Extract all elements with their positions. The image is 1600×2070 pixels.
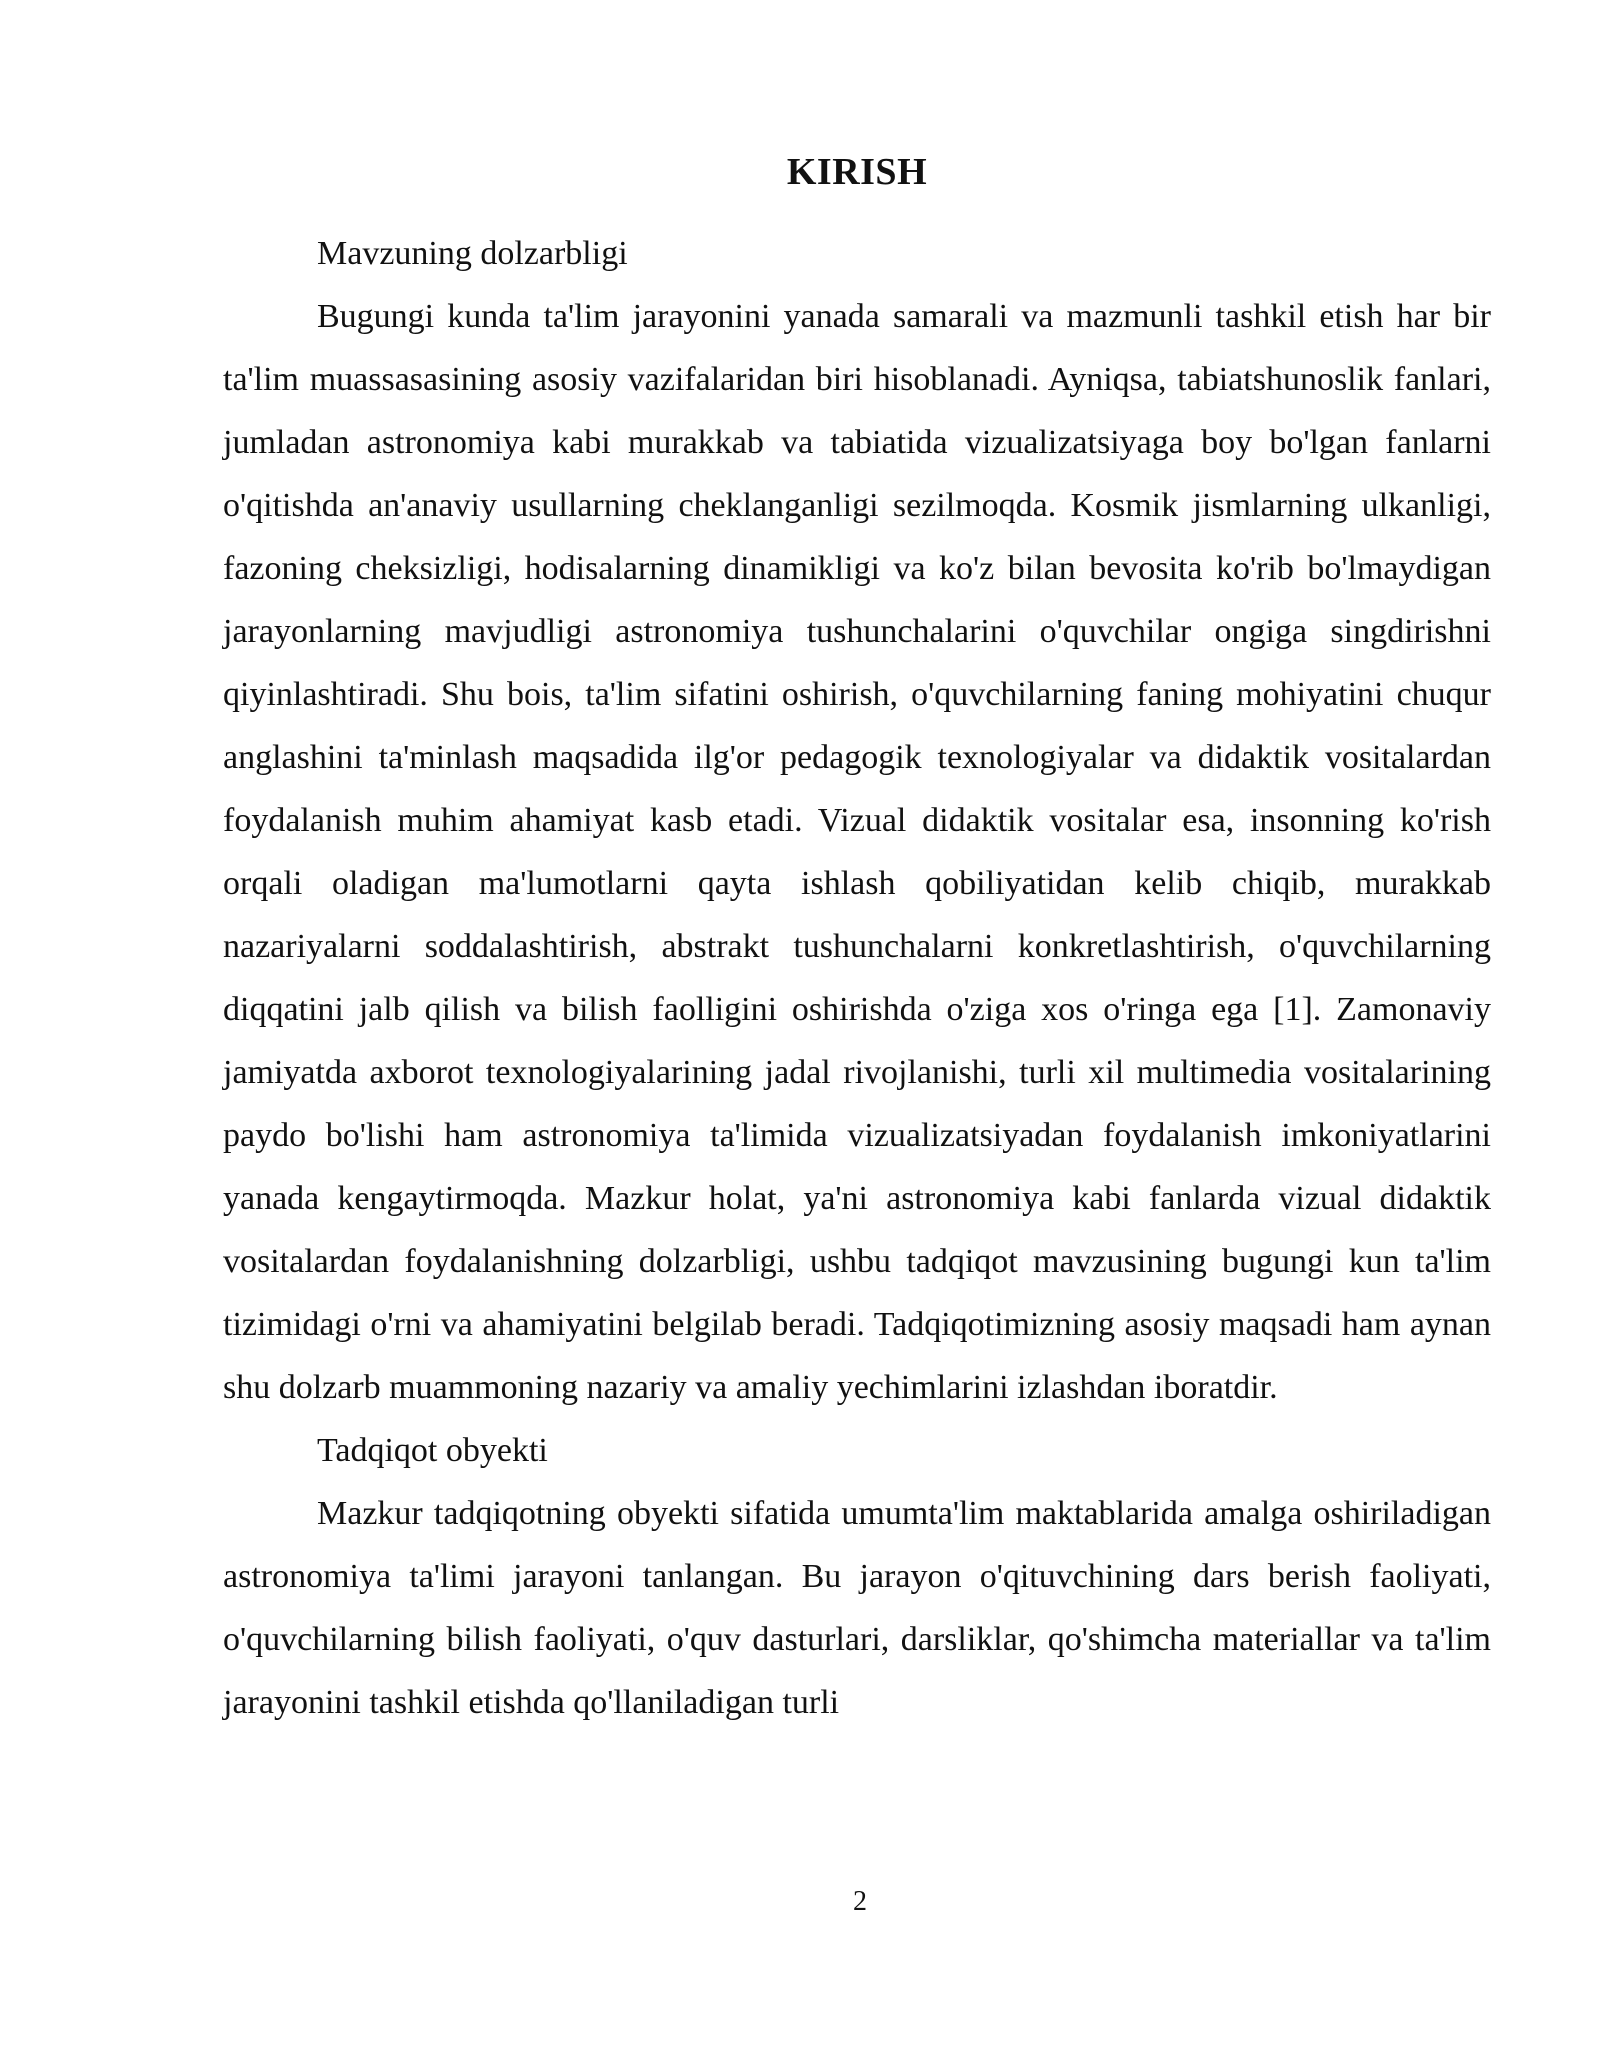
page-number: 2	[853, 1886, 867, 1917]
page-content	[223, 148, 1491, 1734]
section-heading-relevance: Mavzuning dolzarbligi	[317, 235, 628, 272]
section-heading-research-object: Tadqiqot obyekti	[317, 1432, 548, 1469]
section-paragraph-research-object: Mazkur tadqiqotning obyekti sifatida umumta'lim maktablarida amalga oshiriladigan astronomiya ta'limi jarayoni tanlangan. Bu jarayon o'qituvchining dars berish faoliyati, o'quvchilarning bilish faoliyati, o'quv dasturlari, darsliklar, qo'shimcha materiallar va ta'lim jarayonini tashkil etishda qo'llaniladigan turli	[223, 1495, 1491, 1721]
page-title: KIRISH	[786, 151, 928, 193]
section-paragraph-relevance: Bugungi kunda ta'lim jarayonini yanada samarali va mazmunli tashkil etish har bir ta'lim muassasasining asosiy vazifalaridan biri hisoblanadi. Ayniqsa, tabiatshunoslik fanlari, jumladan astronomiya kabi murakkab va tabiatida vizualizatsiyaga boy bo'lgan fanlarni o'qitishda an'anaviy usullarning cheklanganligi sezilmoqda. Kosmik jismlarning ulkanligi, fazoning cheksizligi, hodisalarning dinamikligi va ko'z bilan bevosita ko'rib bo'lmaydigan jarayonlarning mavjudligi astronomiya tushunchalarini o'quvchilar ongiga singdirishni qiyinlashtiradi. Shu bois, ta'lim sifatini oshirish, o'quvchilarning faning mohiyatini chuqur anglashini ta'minlash maqsadida ilg'or pedagogik texnologiyalar va didaktik vositalardan foydalanish muhim ahamiyat kasb etadi. Vizual didaktik vositalar esa, insonning ko'rish orqali oladigan ma'lumotlarni qayta ishlash qobiliyatidan kelib chiqib, murakkab nazariyalarni soddalashtirish, abstrakt tushunchalarni konkretlashtirish, o'quvchilarning diqqatini jalb qilish va bilish faolligini oshirishda o'ziga xos o'ringa ega [1]. Zamonaviy jamiyatda axborot texnologiyalarining jadal rivojlanishi, turli xil multimedia vositalarining paydo bo'lishi ham astronomiya ta'limida vizualizatsiyadan foydalanish imkoniyatlarini yanada kengaytirmoqda. Mazkur holat, ya'ni astronomiya kabi fanlarda vizual didaktik vositalardan foydalanishning dolzarbligi, ushbu tadqiqot mavzusining bugungi kun ta'lim tizimidagi o'rni va ahamiyatini belgilab beradi. Tadqiqotimizning asosiy maqsadi ham aynan shu dolzarb muammoning nazariy va amaliy yechimlarini izlashdan iboratdir.	[223, 298, 1491, 1406]
